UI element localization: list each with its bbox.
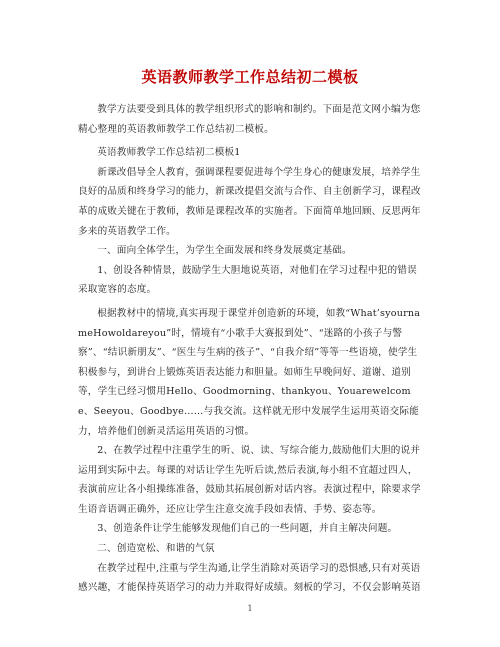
intro-paragraph: 教学方法要受到具体的教学组织形式的影响和制约。下面是范文网小编为您精心整理的英语教师教学工作总结初二模板。 xyxy=(78,104,421,135)
section-heading: 一、面向全体学生，为学生全面发展和终身发展奠定基础。 xyxy=(97,245,352,257)
document-title: 英语教师教学工作总结初二模板 xyxy=(141,68,359,86)
body-paragraph: 2、在教学过程中注重学生的听、说、读、写综合能力,鼓励他们大胆的说并运用到实际中去。每课的对话让学生先听后读,然后表演,每小组不宜超过四人，表演前应让各小组操练准备，鼓励其拓展创新对话内容。表演过程中，除要求学生语音语调正确外，还应让学生注意交流手段如表情、手势、姿态等。 xyxy=(78,445,421,515)
section-heading: 英语教师教学工作总结初二模板1 xyxy=(97,147,241,159)
body-paragraph: 1、创设各种情景，鼓励学生大胆地说英语，对他们在学习过程中犯的错误采取宽容的态度。 xyxy=(78,264,417,296)
body-paragraph: 在教学过程中,注重与学生沟通,让学生消除对英语学习的恐惧感,只有对英语感兴趣，才能保持英语学习的动力并取得好成绩。刻板的学习，不仅会影响英语 xyxy=(78,562,421,594)
body-paragraph: 3、创造条件让学生能够发现他们自己的一些问题，并自主解决问题。 xyxy=(97,523,398,535)
section-heading: 二、创造宽松、和谐的气氛 xyxy=(97,543,215,555)
body-paragraph: 新课改倡导全人教育，强调课程要促进每个学生身心的健康发展，培养学生良好的品质和终身学习的能力，新课改提倡交流与合作、自主创新学习，课程改革的成败关键在于教师，教师是课程改革的实施者。下面简单地回顾、反思两年多来的英语教学工作。 xyxy=(78,166,421,237)
document-body xyxy=(78,100,423,598)
page-number: 1 xyxy=(247,604,253,613)
body-paragraph: 根据教材中的情境,真实再现于课堂并创造新的环境，如教“What’syournameHowoldareyou”时，情境有“小歌手大赛报到处”、“迷路的小孩子与警察”、“结识新朋友”、“医生与生病的孩子”、“自我介绍”等等一些语境，使学生积极参与，到讲台上锻炼英语表达能力和胆量。如师生早晚问好、道谢、道别等，学生已经习惯用Hello、Goodmorning、thankyou、Youarewelcome、Seeyou、Goodbye……与我交流。这样就无形中发展学生运用英语交际能力，培养他们创新灵活运用英语的习惯。 xyxy=(78,307,421,437)
